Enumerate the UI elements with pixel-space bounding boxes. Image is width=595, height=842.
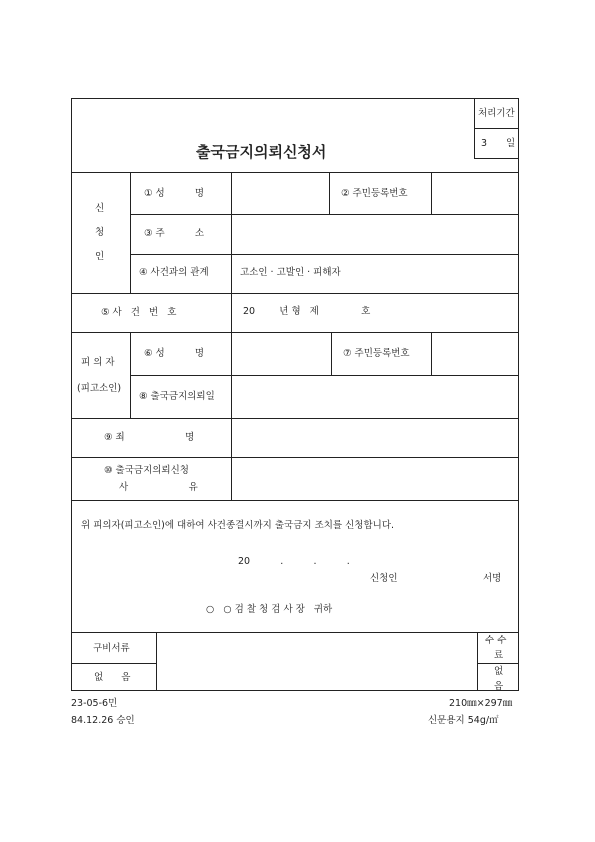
- attachments-value: 없 음: [94, 672, 131, 683]
- applicant-relation-value[interactable]: 고소인 · 고발인 · 피해자: [240, 267, 341, 278]
- processing-box-bottom: [474, 158, 519, 159]
- reason-field[interactable]: [232, 458, 518, 499]
- suspect-rrn-field[interactable]: [432, 333, 518, 374]
- row-line-statement: [71, 632, 519, 633]
- suspect-name-field[interactable]: [232, 333, 330, 374]
- form-title: 출국금지의뢰신청서: [196, 143, 327, 161]
- ban-request-date-field[interactable]: [232, 376, 518, 417]
- form-number: 23-05-6민: [71, 698, 118, 709]
- row-line-applicant: [71, 293, 519, 294]
- applicant-signature-label: 신청인: [370, 573, 398, 584]
- row-line-attach-left: [71, 663, 156, 664]
- crime-label: ⑨ 죄 명: [104, 432, 195, 443]
- suspect-rrn-label: ⑦ 주민등록번호: [343, 348, 410, 359]
- attachments-label: 구비서류: [93, 643, 130, 654]
- signature-mark-label: 서명: [483, 573, 502, 584]
- col-line-attach-label: [156, 632, 157, 691]
- fee-label-2: 료: [494, 650, 504, 661]
- applicant-group-char-1: 신: [95, 203, 105, 214]
- fee-value-2: 음: [494, 681, 504, 692]
- applicant-address-field[interactable]: [232, 215, 518, 253]
- statement-text: 위 피의자(피고소인)에 대하여 사건종결시까지 출국금지 조치를 신청합니다.: [81, 520, 395, 531]
- applicant-rrn-label: ② 주민등록번호: [341, 188, 408, 199]
- applicant-name-label: ① 성 명: [144, 188, 205, 199]
- applicant-rrn-field[interactable]: [432, 173, 518, 213]
- applicant-group-char-2: 청: [95, 227, 105, 238]
- case-number-value[interactable]: 20 년 형 제 호: [243, 306, 371, 317]
- suspect-group-sublabel: (피고소인): [77, 383, 122, 394]
- paper-size: 210㎜×297㎜: [449, 698, 513, 709]
- case-number-label: ⑤ 사 건 번 호: [101, 307, 177, 318]
- applicant-group-char-3: 인: [95, 251, 105, 262]
- suspect-name-label: ⑥ 성 명: [144, 348, 205, 359]
- row-line-reason: [71, 500, 519, 501]
- crime-field[interactable]: [232, 419, 518, 456]
- row-line-attach-right: [477, 663, 519, 664]
- col-line-rrn-label: [329, 172, 330, 214]
- col-line-fee: [477, 632, 478, 691]
- statement-date-line[interactable]: 20 . . .: [238, 556, 350, 567]
- fee-value: 없: [494, 666, 504, 677]
- applicant-relation-label: ④ 사건과의 관계: [139, 267, 209, 278]
- fee-label: 수 수: [485, 635, 507, 646]
- processing-period-label: 처리기간: [478, 108, 515, 119]
- processing-box-mid: [474, 128, 519, 129]
- processing-period-days: 3: [481, 138, 488, 149]
- applicant-address-label: ③ 주 소: [144, 228, 205, 239]
- col-line-suspect-group: [130, 332, 131, 418]
- suspect-group-label: 피 의 자: [81, 357, 115, 368]
- reason-label: ⑩ 출국금지의뢰신청: [104, 465, 189, 476]
- paper-type: 신문용지 54g/㎡: [428, 715, 499, 726]
- reason-sublabel: 사 유: [119, 482, 198, 493]
- applicant-name-field[interactable]: [232, 173, 328, 213]
- processing-period-unit: 일: [506, 138, 516, 149]
- col-line-applicant-group: [130, 172, 131, 293]
- row-line-address: [130, 254, 519, 255]
- addressee-line: ○ ○ 검 찰 청 검 사 장 귀하: [206, 604, 333, 615]
- col-line-suspect-rrn-label: [331, 332, 332, 375]
- ban-request-date-label: ⑧ 출국금지의뢰일: [139, 391, 215, 402]
- approval-date: 84.12.26 승인: [71, 715, 135, 726]
